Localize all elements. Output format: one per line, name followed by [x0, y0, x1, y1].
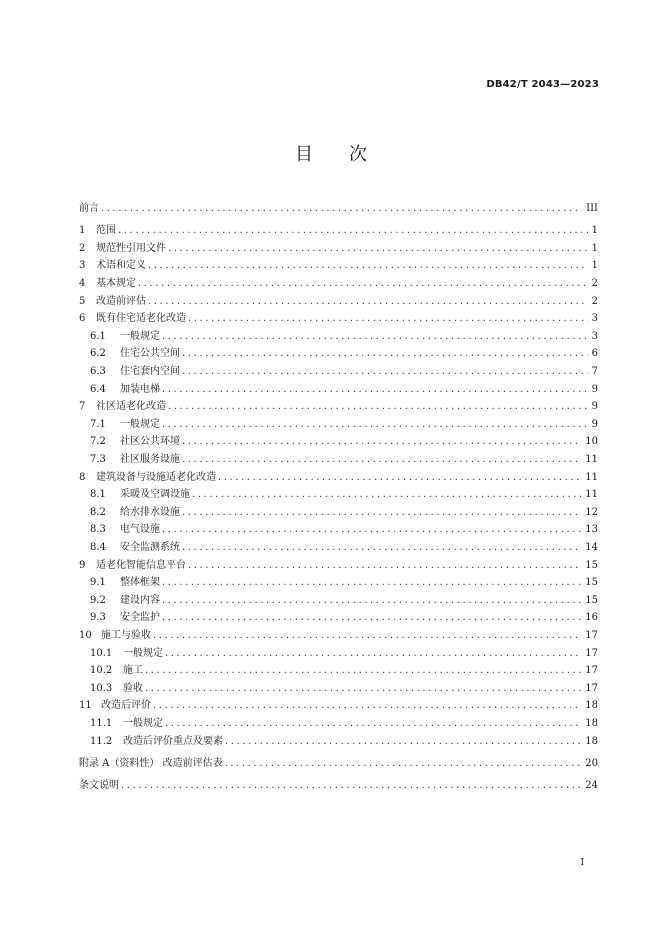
toc-entry-page: 9	[591, 383, 598, 395]
toc-entry[interactable]	[79, 433, 598, 451]
toc-entry-label: 建设内容	[120, 594, 160, 606]
toc-entry-page: 18	[585, 700, 598, 712]
toc-entry-label: 基本规定	[96, 278, 136, 290]
toc-entry[interactable]	[79, 363, 598, 381]
toc-dot-leader	[162, 416, 588, 434]
toc-dot-leader	[148, 257, 588, 275]
toc-dot-leader	[145, 680, 581, 698]
toc-dot-leader	[162, 521, 581, 539]
toc-entry[interactable]	[79, 680, 598, 698]
toc-entry-number: 8.3	[90, 524, 106, 536]
toc-entry-page: 20	[585, 757, 598, 769]
toc-entry[interactable]	[79, 345, 598, 363]
toc-entry[interactable]	[79, 777, 598, 795]
toc-entry-label: 附录 A（资料性） 改造前评估表	[79, 757, 223, 769]
toc-entry-number: 10	[79, 629, 92, 641]
toc-entry-number: 6.3	[90, 366, 106, 378]
toc-dot-leader	[101, 200, 582, 218]
toc-entry-number: 4	[79, 278, 86, 290]
table-of-contents	[79, 200, 598, 795]
toc-entry-page: 9	[591, 418, 598, 430]
toc-entry[interactable]	[79, 755, 598, 773]
toc-dot-leader	[162, 609, 581, 627]
toc-entry[interactable]	[79, 275, 598, 293]
toc-entry-label: 施工与验收	[101, 629, 151, 641]
toc-entry-page: 11	[585, 489, 598, 501]
toc-entry-label: 一般规定	[120, 330, 160, 342]
toc-entry[interactable]	[79, 451, 598, 469]
toc-entry-page: 2	[591, 295, 598, 307]
toc-entry-number: 10.1	[90, 647, 113, 659]
toc-entry-page: 15	[585, 559, 598, 571]
toc-entry-number: 9.3	[90, 612, 106, 624]
toc-entry-page: 1	[591, 242, 598, 254]
toc-dot-leader	[182, 504, 581, 522]
toc-dot-leader	[162, 328, 588, 346]
toc-entry[interactable]	[79, 609, 598, 627]
toc-entry[interactable]	[79, 416, 598, 434]
toc-dot-leader	[165, 645, 581, 663]
toc-entry-number: 10.3	[90, 682, 113, 694]
toc-dot-leader	[225, 733, 581, 751]
toc-entry-page: 18	[585, 717, 598, 729]
toc-entry-number: 11.1	[90, 717, 113, 729]
toc-entry-number: 2	[79, 242, 86, 254]
toc-entry[interactable]	[79, 240, 598, 258]
toc-title-part1: 目	[295, 144, 313, 165]
toc-entry-number: 6.4	[90, 383, 106, 395]
toc-entry-label: 一般规定	[120, 418, 160, 430]
toc-entry-number: 7.1	[90, 418, 106, 430]
toc-dot-leader	[153, 697, 581, 715]
toc-entry-page: 11	[585, 454, 598, 465]
toc-dot-leader	[145, 662, 581, 680]
toc-entry-label: 整体框架	[120, 577, 160, 589]
toc-entry-number: 7.3	[90, 454, 106, 465]
toc-entry-number: 8.4	[90, 541, 106, 553]
toc-entry-number: 8.1	[90, 489, 106, 501]
toc-dot-leader	[162, 381, 588, 399]
page-number: I	[580, 858, 584, 868]
toc-entry[interactable]	[79, 521, 598, 539]
toc-entry[interactable]	[79, 398, 598, 416]
toc-title	[0, 140, 662, 166]
toc-dot-leader	[218, 469, 581, 487]
toc-entry-number: 6.2	[90, 348, 106, 360]
toc-entry[interactable]	[79, 645, 598, 663]
toc-entry-label: 验收	[123, 682, 143, 694]
toc-entry-number: 9.1	[90, 577, 106, 589]
toc-entry-page: 10	[585, 436, 598, 448]
toc-entry[interactable]	[79, 200, 598, 218]
toc-entry-number: 7.2	[90, 436, 106, 448]
toc-entry-label: 社区公共环境	[120, 436, 180, 448]
toc-dot-leader	[182, 363, 588, 381]
toc-entry-label: 住宅套内空间	[120, 366, 180, 378]
toc-entry-label: 一般规定	[123, 717, 163, 729]
toc-dot-leader	[182, 451, 581, 469]
toc-entry-page: 11	[585, 471, 598, 483]
toc-entry[interactable]	[79, 257, 598, 275]
toc-entry-label: 建筑设备与设施适老化改造	[96, 471, 216, 483]
toc-entry-page: 15	[585, 594, 598, 606]
toc-entry-page: 17	[585, 647, 598, 659]
toc-entry-page: 15	[585, 577, 598, 589]
toc-entry-label: 采暖及空调设施	[120, 489, 190, 501]
toc-entry-label: 条文说明	[79, 780, 119, 792]
toc-entry[interactable]	[79, 486, 598, 504]
toc-entry-number: 1	[79, 225, 86, 237]
toc-entry-page: 16	[585, 612, 598, 624]
toc-entry-number: 6	[79, 313, 86, 325]
toc-entry-page: 1	[591, 225, 598, 237]
toc-entry-page: 1	[591, 260, 598, 272]
toc-entry-label: 给水排水设施	[120, 506, 180, 518]
toc-dot-leader	[182, 539, 581, 557]
toc-entry-label: 施工	[123, 665, 143, 677]
toc-dot-leader	[162, 592, 581, 610]
toc-dot-leader	[168, 240, 588, 258]
toc-entry[interactable]	[79, 539, 598, 557]
toc-dot-leader	[162, 574, 581, 592]
toc-dot-leader	[182, 433, 581, 451]
toc-entry[interactable]	[79, 381, 598, 399]
toc-entry-label: 规范性引用文件	[96, 242, 166, 254]
toc-entry-page: 18	[585, 735, 598, 747]
toc-entry-number: 11	[79, 700, 92, 712]
toc-entry-label: 范围	[96, 225, 116, 237]
toc-entry[interactable]	[79, 733, 598, 751]
toc-entry-page: 7	[591, 366, 598, 378]
toc-entry-label: 改造前评估	[96, 295, 146, 307]
toc-entry[interactable]	[79, 662, 598, 680]
toc-entry-page: 14	[585, 541, 598, 553]
toc-entry-label: 术语和定义	[96, 260, 146, 272]
toc-entry-label: 电气设施	[120, 524, 160, 536]
toc-dot-leader	[192, 486, 581, 504]
toc-entry-label: 既有住宅适老化改造	[96, 313, 186, 325]
toc-dot-leader	[138, 275, 588, 293]
toc-entry-label: 前言	[79, 203, 99, 214]
toc-entry[interactable]	[79, 715, 598, 733]
toc-entry-page: 24	[585, 780, 598, 792]
toc-entry[interactable]	[79, 293, 598, 311]
toc-dot-leader	[225, 755, 582, 773]
toc-dot-leader	[182, 345, 588, 363]
toc-entry-page: 6	[591, 348, 598, 360]
toc-entry-number: 5	[79, 295, 86, 307]
toc-dot-leader	[153, 627, 581, 645]
toc-entry-label: 住宅公共空间	[120, 348, 180, 360]
toc-dot-leader	[188, 557, 581, 575]
toc-entry[interactable]	[79, 469, 598, 487]
toc-entry-page: 2	[591, 278, 598, 290]
toc-entry-page: 12	[585, 506, 598, 518]
toc-entry-label: 社区服务设施	[120, 454, 180, 465]
toc-entry[interactable]	[79, 557, 598, 575]
toc-entry-number: 10.2	[90, 665, 113, 677]
toc-entry[interactable]	[79, 310, 598, 328]
toc-entry-label: 安全监护	[120, 612, 160, 624]
toc-entry[interactable]	[79, 627, 598, 645]
toc-entry-page: 9	[591, 401, 598, 413]
toc-entry[interactable]	[79, 222, 598, 240]
toc-entry-page: III	[586, 203, 598, 214]
toc-entry-number: 8.2	[90, 506, 106, 518]
toc-entry-page: 13	[585, 524, 598, 536]
toc-entry-page: 17	[585, 665, 598, 677]
toc-entry-label: 安全监测系统	[120, 541, 180, 553]
toc-entry-number: 6.1	[90, 330, 106, 342]
toc-entry-label: 加装电梯	[120, 383, 160, 395]
document-code: DB42/T 2043—2023	[486, 79, 599, 90]
toc-dot-leader	[121, 777, 581, 795]
toc-entry-label: 改造后评价重点及要素	[123, 735, 223, 747]
toc-dot-leader	[188, 310, 588, 328]
toc-entry-label: 一般规定	[123, 647, 163, 659]
toc-entry-number: 8	[79, 471, 86, 483]
toc-entry-number: 3	[79, 260, 86, 272]
toc-entry[interactable]	[79, 574, 598, 592]
toc-dot-leader	[148, 293, 588, 311]
toc-entry-page: 17	[585, 682, 598, 694]
toc-dot-leader	[118, 222, 588, 240]
toc-title-part2: 次	[349, 144, 367, 165]
toc-dot-leader	[168, 398, 588, 416]
toc-entry-number: 9	[79, 559, 86, 571]
toc-entry[interactable]	[79, 697, 598, 715]
toc-entry[interactable]	[79, 504, 598, 522]
toc-dot-leader	[165, 715, 581, 733]
toc-entry[interactable]	[79, 328, 598, 346]
toc-entry-page: 3	[591, 313, 598, 325]
toc-entry-label: 改造后评价	[101, 700, 151, 712]
toc-entry-page: 17	[585, 629, 598, 641]
toc-entry-page: 3	[591, 330, 598, 342]
toc-entry-label: 社区适老化改造	[96, 401, 166, 413]
toc-entry-number: 9.2	[90, 594, 106, 606]
toc-entry-number: 7	[79, 401, 86, 413]
toc-entry-number: 11.2	[90, 735, 113, 747]
toc-entry[interactable]	[79, 592, 598, 610]
toc-entry-label: 适老化智能信息平台	[96, 559, 186, 571]
